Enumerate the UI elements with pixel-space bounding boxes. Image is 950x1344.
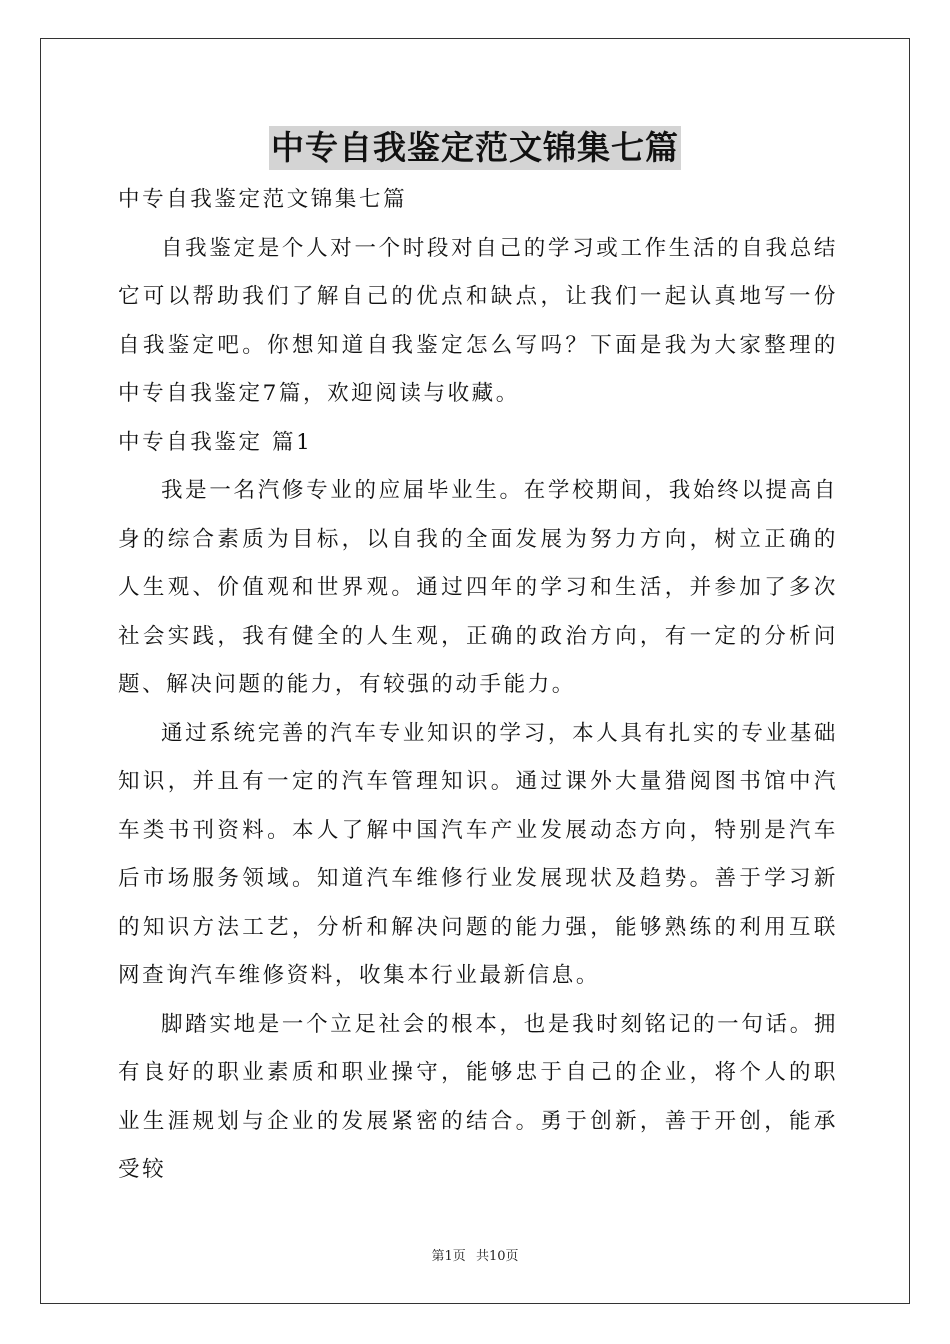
title-area	[0, 126, 950, 170]
page-number: 第1页	[431, 1249, 466, 1264]
page-footer	[0, 1245, 950, 1264]
section-heading: 中专自我鉴定 篇1	[118, 429, 313, 455]
body-paragraph-3: 脚踏实地是一个立足社会的根本，也是我时刻铭记的一句话。拥有良好的职业素质和职业操守，能够忠于自己的企业，将个人的职业生涯规划与企业的发展紧密的结合。勇于创新，善于开创，能承受较	[118, 1011, 838, 1182]
intro-paragraph: 自我鉴定是个人对一个时段对自己的学习或工作生活的自我总结它可以帮助我们了解自己的优点和缺点，让我们一起认真地写一份自我鉴定吧。你想知道自我鉴定怎么写吗？下面是我为大家整理的中专自我鉴定7篇，欢迎阅读与收藏。	[118, 235, 838, 406]
document-title: 中专自我鉴定范文锦集七篇	[269, 126, 681, 170]
body-paragraph-1: 我是一名汽修专业的应届毕业生。在学校期间，我始终以提高自身的综合素质为目标，以自我的全面发展为努力方向，树立正确的人生观、价值观和世界观。通过四年的学习和生活，并参加了多次社会实践，我有健全的人生观，正确的政治方向，有一定的分析问题、解决问题的能力，有较强的动手能力。	[118, 478, 838, 697]
document-body	[118, 176, 838, 1195]
body-paragraph-2: 通过系统完善的汽车专业知识的学习，本人具有扎实的专业基础知识，并且有一定的汽车管理知识。通过课外大量猎阅图书馆中汽车类书刊资料。本人了解中国汽车产业发展动态方向，特别是汽车后市场服务领域。知道汽车维修行业发展现状及趋势。善于学习新的知识方法工艺，分析和解决问题的能力强，能够熟练的利用互联网查询汽车维修资料，收集本行业最新信息。	[118, 720, 838, 988]
document-subtitle: 中专自我鉴定范文锦集七篇	[118, 187, 408, 212]
page-total: 共10页	[475, 1249, 519, 1264]
